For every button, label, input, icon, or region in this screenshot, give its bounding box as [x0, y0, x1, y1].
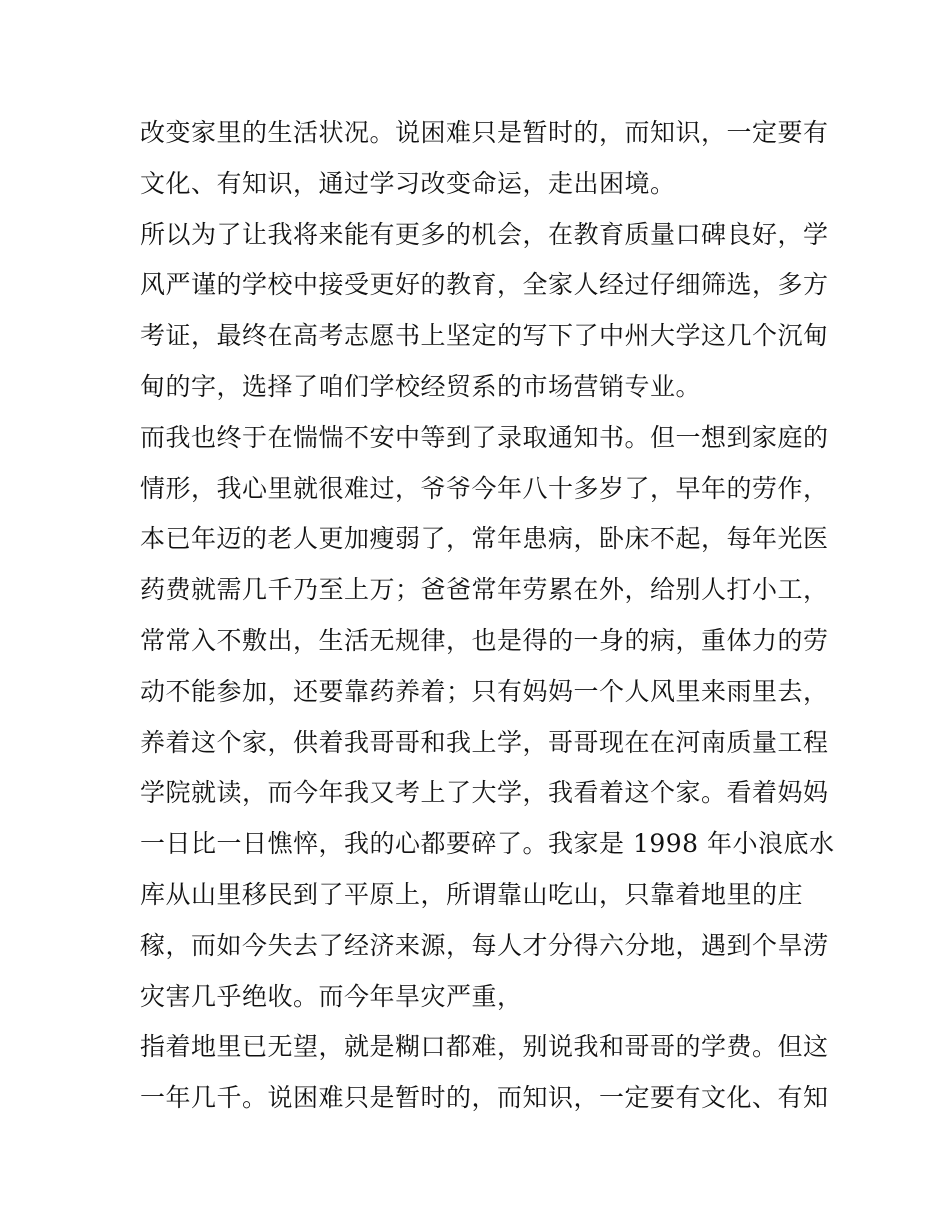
- text-line: 情形，我心里就很难过，爷爷今年八十多岁了，早年的劳作，: [140, 473, 829, 503]
- text-line: 文化、有知识，通过学习改变命运，走出困境。: [140, 168, 676, 198]
- text-line: 而我也终于在惴惴不安中等到了录取通知书。但一想到家庭的: [140, 422, 829, 452]
- text-line: 一年几千。说困难只是暂时的，而知识，一定要有文化、有知: [140, 1083, 829, 1113]
- text-line: 指着地里已无望，就是糊口都难，别说我和哥哥的学费。但这: [140, 1032, 829, 1062]
- text-line: 药费就需几千乃至上万；爸爸常年劳累在外，给别人打小工，: [140, 575, 829, 605]
- text-line: 本已年迈的老人更加瘦弱了，常年患病，卧床不起，每年光医: [140, 524, 829, 554]
- text-line: 风严谨的学校中接受更好的教育，全家人经过仔细筛选，多方: [140, 270, 829, 300]
- text-line: 养着这个家，供着我哥哥和我上学，哥哥现在在河南质量工程: [140, 727, 829, 757]
- text-line: 改变家里的生活状况。说困难只是暂时的，而知识，一定要有: [140, 118, 829, 147]
- text-line: 常常入不敷出，生活无规律，也是得的一身的病，重体力的劳: [140, 625, 829, 655]
- text-line: 稼，而如今失去了经济来源，每人才分得六分地，遇到个旱涝: [140, 930, 829, 960]
- text-line: 考证，最终在高考志愿书上坚定的写下了中州大学这几个沉甸: [140, 321, 829, 351]
- text-line: 一日比一日憔悴，我的心都要碎了。我家是 1998 年小浪底水: [140, 829, 835, 859]
- text-line: 所以为了让我将来能有更多的机会，在教育质量口碑良好，学: [140, 219, 829, 249]
- text-line: 学院就读，而今年我又考上了大学，我看着这个家。看着妈妈: [140, 778, 829, 808]
- body-text: [140, 108, 835, 1124]
- text-line: 灾害几乎绝收。而今年旱灾严重，: [140, 981, 523, 1011]
- text-line: 动不能参加，还要靠药养着；只有妈妈一个人风里来雨里去，: [140, 676, 829, 706]
- text-line: 甸的字，选择了咱们学校经贸系的市场营销专业。: [140, 371, 702, 401]
- text-line: 库从山里移民到了平原上，所谓靠山吃山，只靠着地里的庄: [140, 879, 804, 909]
